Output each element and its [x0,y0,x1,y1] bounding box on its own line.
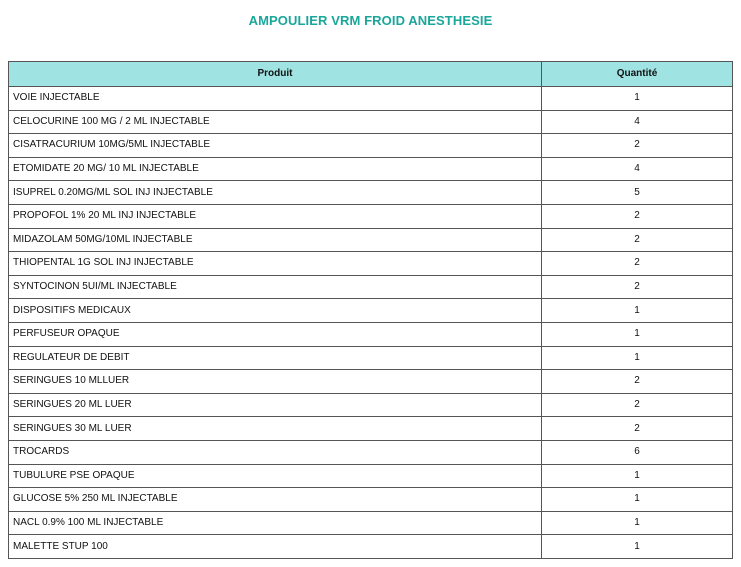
cell-produit: PERFUSEUR OPAQUE [9,322,542,346]
cell-quantite: 2 [542,417,733,441]
cell-produit: SERINGUES 30 ML LUER [9,417,542,441]
cell-quantite: 2 [542,134,733,158]
table-row [9,299,733,323]
cell-quantite: 1 [542,464,733,488]
cell-produit: NACL 0.9% 100 ML INJECTABLE [9,511,542,535]
cell-quantite: 5 [542,181,733,205]
table-row [9,252,733,276]
cell-produit: DISPOSITIFS MEDICAUX [9,299,542,323]
table-row [9,322,733,346]
cell-produit: CELOCURINE 100 MG / 2 ML INJECTABLE [9,110,542,134]
cell-quantite: 1 [542,322,733,346]
cell-quantite: 1 [542,87,733,111]
cell-quantite: 2 [542,252,733,276]
table-row [9,275,733,299]
inventory-table [8,61,733,559]
page-title: AMPOULIER VRM FROID ANESTHESIE [248,13,493,28]
table-row [9,204,733,228]
table-row [9,440,733,464]
cell-quantite: 6 [542,440,733,464]
table-row [9,370,733,394]
cell-produit: THIOPENTAL 1G SOL INJ INJECTABLE [9,252,542,276]
cell-produit: VOIE INJECTABLE [9,87,542,111]
cell-produit: TROCARDS [9,440,542,464]
cell-produit: ETOMIDATE 20 MG/ 10 ML INJECTABLE [9,157,542,181]
cell-produit: ISUPREL 0.20MG/ML SOL INJ INJECTABLE [9,181,542,205]
cell-produit: REGULATEUR DE DEBIT [9,346,542,370]
table-row [9,228,733,252]
cell-quantite: 1 [542,511,733,535]
table-row [9,157,733,181]
table-row [9,511,733,535]
cell-produit: TUBULURE PSE OPAQUE [9,464,542,488]
table-row [9,393,733,417]
cell-produit: SYNTOCINON 5UI/ML INJECTABLE [9,275,542,299]
table-body [9,87,733,559]
table-row [9,535,733,559]
cell-quantite: 2 [542,393,733,417]
cell-produit: CISATRACURIUM 10MG/5ML INJECTABLE [9,134,542,158]
table-row [9,134,733,158]
cell-quantite: 2 [542,370,733,394]
cell-quantite: 4 [542,157,733,181]
table-row [9,110,733,134]
table-row [9,181,733,205]
cell-quantite: 1 [542,299,733,323]
cell-quantite: 1 [542,488,733,512]
table-row [9,488,733,512]
table-row [9,464,733,488]
table-row [9,87,733,111]
table-header-row [9,62,733,87]
cell-quantite: 2 [542,275,733,299]
cell-quantite: 2 [542,204,733,228]
table-row [9,417,733,441]
cell-produit: PROPOFOL 1% 20 ML INJ INJECTABLE [9,204,542,228]
column-header-quantite: Quantité [542,62,733,87]
column-header-produit: Produit [9,62,542,87]
cell-quantite: 1 [542,346,733,370]
cell-produit: MALETTE STUP 100 [9,535,542,559]
cell-quantite: 2 [542,228,733,252]
cell-quantite: 4 [542,110,733,134]
table-row [9,346,733,370]
cell-quantite: 1 [542,535,733,559]
cell-produit: GLUCOSE 5% 250 ML INJECTABLE [9,488,542,512]
cell-produit: MIDAZOLAM 50MG/10ML INJECTABLE [9,228,542,252]
cell-produit: SERINGUES 10 MLLUER [9,370,542,394]
cell-produit: SERINGUES 20 ML LUER [9,393,542,417]
